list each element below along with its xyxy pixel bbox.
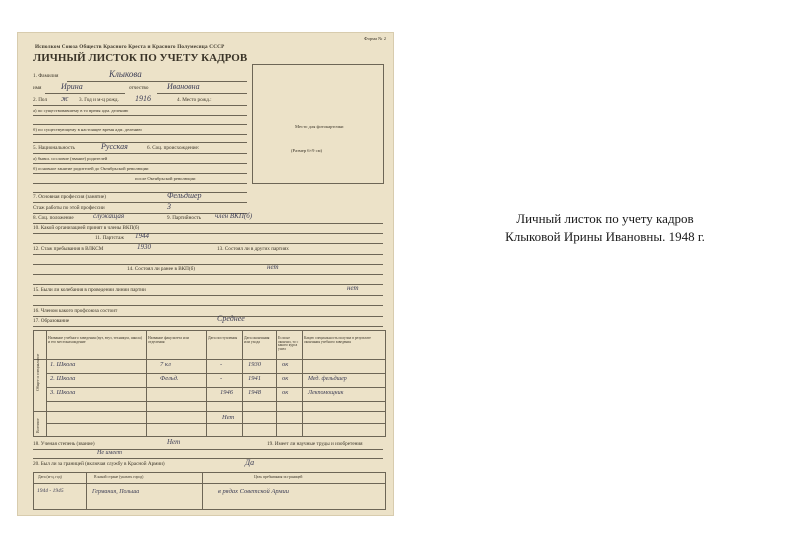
field-value: Да <box>245 458 255 467</box>
table-cell: 2. Школа <box>50 375 76 382</box>
field-label: 17. Образование <box>33 318 70 324</box>
field-label: 14. Состоял ли ранее в ВКП(б) <box>127 266 195 272</box>
table-cell: Нет <box>222 414 235 421</box>
side-label: Военное <box>35 418 40 433</box>
field-value: Клыкова <box>109 69 142 79</box>
field-label: 15. Были ли колебания в проведении линии партии <box>33 287 146 293</box>
field-label: 13. Состоял ли в других партиях <box>217 246 289 252</box>
photo-placeholder <box>252 64 384 184</box>
table-header: Дата (м-ц, год) <box>38 475 62 479</box>
table-cell: 1930 <box>248 361 261 368</box>
field-value: Не имеет <box>97 450 122 456</box>
table-header: Цель пребывания за границей <box>254 475 303 479</box>
caption-line-2: Клыковой Ирины Ивановны. 1948 г. <box>505 229 705 244</box>
table-cell: ок <box>282 389 289 396</box>
field-label: Стаж работы по этой профессии <box>33 205 105 211</box>
table-cell: - <box>220 361 223 368</box>
table-cell: Мед. фельдшер <box>308 376 347 382</box>
abroad-table <box>33 472 386 510</box>
table-header: Название факультета или отделения <box>148 336 189 344</box>
field-label: а) бывш. сословие (звание) родителей <box>33 156 108 161</box>
field-label: 19. Имеет ли научные труды и изобретения <box>267 441 363 447</box>
table-cell: Германия, Польша <box>92 489 140 495</box>
organization-header: Исполком Союза Обществ Красного Креста и Красного Полумесяца СССР <box>35 44 225 50</box>
table-header: В какой стране (указать город) <box>94 475 144 479</box>
field-value: 1944 <box>135 232 149 240</box>
form-title: ЛИЧНЫЙ ЛИСТОК ПО УЧЕТУ КАДРОВ <box>33 52 248 64</box>
field-value: 1916 <box>135 94 151 103</box>
field-value: нет <box>347 284 359 292</box>
field-label: 6. Соц. происхождение: <box>147 145 200 151</box>
field-label: 7. Основная профессия (занятие) <box>33 194 106 200</box>
field-value: 3 <box>167 202 171 211</box>
table-cell: ок <box>282 375 289 382</box>
table-header: Дата окончания или ухода <box>244 336 270 344</box>
scanned-personnel-form <box>17 32 394 516</box>
field-label: б) по существующему в настоящее время адм. делению <box>33 127 142 132</box>
table-cell: 3. Школа <box>50 389 76 396</box>
field-label: 12. Стаж пребывания в ВЛКСМ <box>33 246 104 252</box>
table-cell: 1946 <box>220 389 233 396</box>
field-label: после Октябрьской революции <box>135 176 196 181</box>
table-header: Какую специальность получил в результате окончания учебного заведения <box>304 336 371 344</box>
field-label: имя <box>33 85 42 91</box>
field-label: 5. Национальность <box>33 145 75 151</box>
field-label: а) по существовавшему в то время адм. делению <box>33 108 129 113</box>
field-value: ж <box>61 94 69 103</box>
field-label: 3. Год и м-ц рожд. <box>79 97 119 103</box>
table-cell: 1948 <box>248 389 261 396</box>
field-value: Фельдшер <box>167 191 202 200</box>
field-value: нет <box>267 263 279 271</box>
caption-line-1: Личный листок по учету кадров <box>516 211 694 226</box>
field-value: Ивановна <box>167 82 200 91</box>
field-value: 1930 <box>137 243 151 251</box>
field-label: 8. Соц. положение <box>33 215 74 221</box>
field-label: отчество <box>129 85 149 91</box>
side-label: Общее и специальное <box>35 353 40 391</box>
education-table <box>33 330 386 437</box>
field-label: б) основное занятие родителей до Октябрьской революции <box>33 166 149 171</box>
field-label: 4. Место рожд.: <box>177 97 212 103</box>
field-value: служащая <box>93 212 125 220</box>
table-cell: ок <box>282 361 289 368</box>
field-value: Ирина <box>61 82 83 91</box>
table-cell: 1944 - 1945 <box>37 488 64 494</box>
table-header: Дата поступления <box>208 336 238 340</box>
field-label: 2. Пол <box>33 97 48 103</box>
photo-size-note: (Размер 6×9 см) <box>291 148 323 153</box>
table-cell: 7 кл <box>160 361 171 368</box>
field-label: 10. Какой организацией принят в члены ВКП(б) <box>33 225 140 231</box>
form-number: Форма № 2 <box>363 36 386 41</box>
field-value: Нет <box>167 438 181 446</box>
table-cell: в рядах Советской Армии <box>218 488 289 495</box>
field-label: 16. Членом какого профсоюза состоит <box>33 308 118 314</box>
table-header: Если не окончил, то с какого курса ушел <box>278 336 299 351</box>
field-label: 20. Был ли за границей (включая службу в Красной Армии) <box>33 461 165 467</box>
field-label: 9. Партийность <box>167 215 202 221</box>
table-header: Название учебного заведения (вуз, втуз, техникум, школа) и его местонахождение <box>48 336 142 344</box>
field-value: Среднее <box>217 314 245 323</box>
table-cell: - <box>220 375 223 382</box>
field-value: Русская <box>101 142 128 151</box>
field-label: 11. Партстаж <box>95 235 125 241</box>
field-value: член ВКП(б) <box>215 212 253 220</box>
field-label: 1. Фамилия <box>33 73 59 79</box>
document-caption <box>455 210 755 246</box>
table-cell: Фельд. <box>160 375 179 382</box>
table-cell: 1941 <box>248 375 261 382</box>
table-cell: Лекпомощник <box>308 390 344 396</box>
table-cell: 1. Школа <box>50 361 76 368</box>
field-label: 18. Ученая степень (звание) <box>33 441 95 447</box>
photo-label: Место для фотокарточки <box>295 124 344 129</box>
